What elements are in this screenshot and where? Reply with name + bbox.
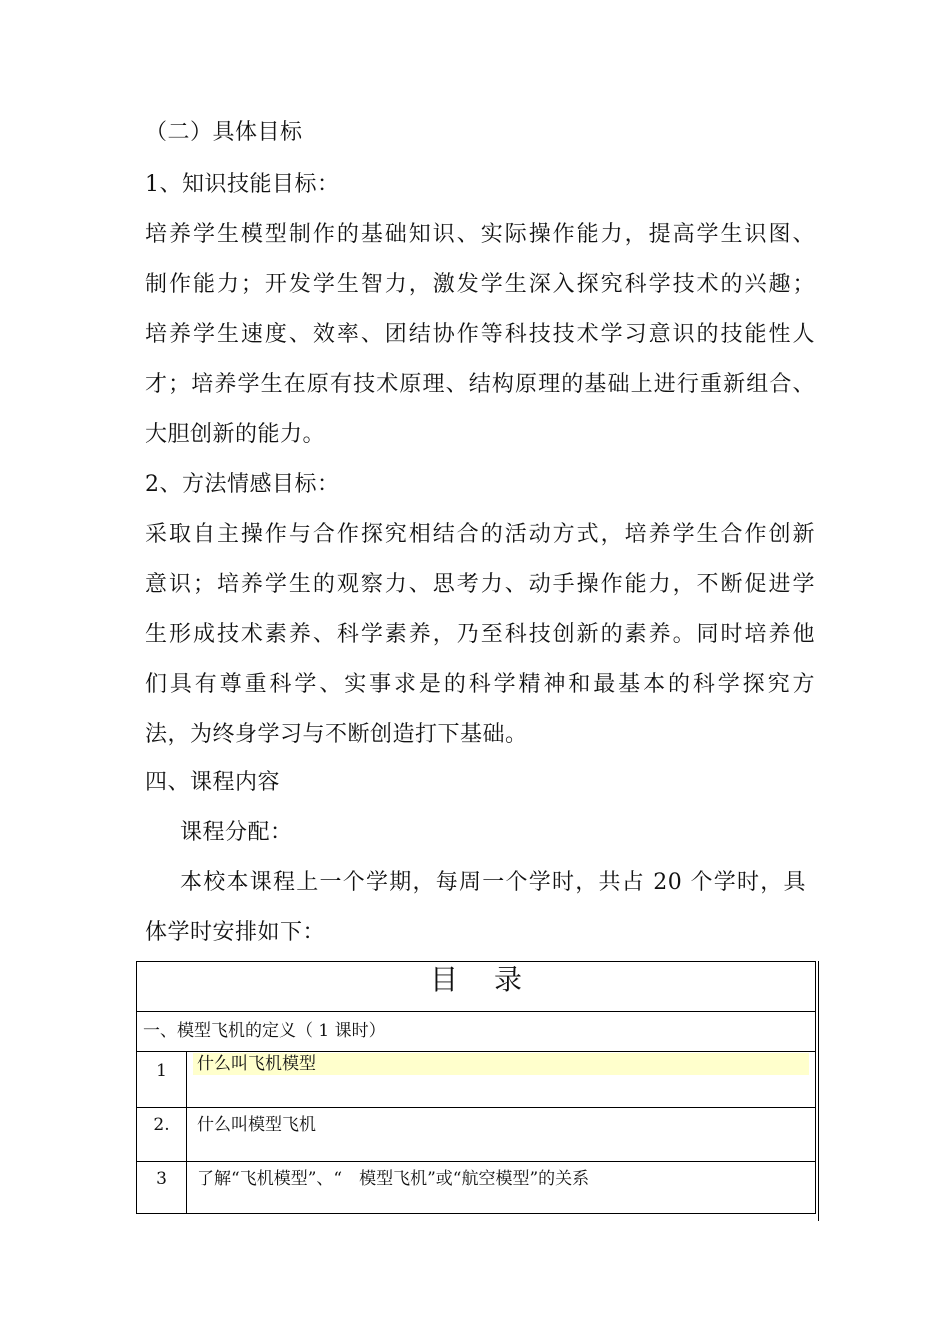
toc-row-text-cell xyxy=(193,1114,809,1136)
toc-row-number: 3 xyxy=(156,1169,167,1189)
toc-row-number-cell xyxy=(137,1108,187,1161)
item1-title: 1、知识技能目标： xyxy=(145,172,340,197)
subheading-specific-goals: （二）具体目标 xyxy=(145,120,303,145)
toc-row-number-cell xyxy=(137,1052,187,1107)
toc-section-heading: 一、模型飞机的定义（ 1 课时） xyxy=(137,1012,815,1052)
table-border-line xyxy=(818,961,819,1221)
section4-title: 四、课程内容 xyxy=(145,770,281,795)
para1-line-5: 大胆创新的能力。 xyxy=(145,422,326,447)
table-row xyxy=(137,1108,815,1162)
para2-line-1: 采取自主操作与合作探究相结合的活动方式，培养学生合作创新 xyxy=(145,522,815,547)
item2-title: 2、方法情感目标： xyxy=(145,472,340,497)
toc-title: 目录 xyxy=(137,962,815,1012)
para2-line-2: 意识；培养学生的观察力、思考力、动手操作能力，不断促进学 xyxy=(145,572,815,597)
table-row xyxy=(137,1052,815,1108)
para3-line-2: 体学时安排如下： xyxy=(145,920,326,945)
toc-row-number-cell xyxy=(137,1162,187,1213)
toc-table xyxy=(136,961,816,1214)
para1-line-2: 制作能力；开发学生智力，激发学生深入探究科学技术的兴趣； xyxy=(145,272,815,297)
course-alloc-label: 课程分配： xyxy=(180,820,293,845)
toc-row-number: 1 xyxy=(156,1061,167,1081)
toc-row-text: 什么叫模型飞机 xyxy=(197,1115,316,1135)
toc-row-text-cell xyxy=(193,1168,809,1190)
toc-row-text-cell xyxy=(193,1053,809,1075)
toc-row-number: 2. xyxy=(153,1115,170,1135)
toc-row-text: 了解“飞机模型”、“ 模型飞机”或“航空模型”的关系 xyxy=(197,1169,590,1189)
para1-line-3: 培养学生速度、效率、团结协作等科技技术学习意识的技能性人 xyxy=(145,322,815,347)
para1-line-1: 培养学生模型制作的基础知识、实际操作能力，提高学生识图、 xyxy=(145,222,815,247)
para2-line-5: 法，为终身学习与不断创造打下基础。 xyxy=(145,722,528,747)
table-row xyxy=(137,1162,815,1213)
para2-line-3: 生形成技术素养、科学素养，乃至科技创新的素养。同时培养他 xyxy=(145,622,815,647)
para3-line-1: 本校本课程上一个学期，每周一个学时，共占 20 个学时，具 xyxy=(180,870,806,895)
para2-line-4: 们具有尊重科学、实事求是的科学精神和最基本的科学探究方 xyxy=(145,672,815,697)
para1-line-4: 才；培养学生在原有技术原理、结构原理的基础上进行重新组合、 xyxy=(145,372,815,397)
toc-row-text: 什么叫飞机模型 xyxy=(193,1053,809,1075)
